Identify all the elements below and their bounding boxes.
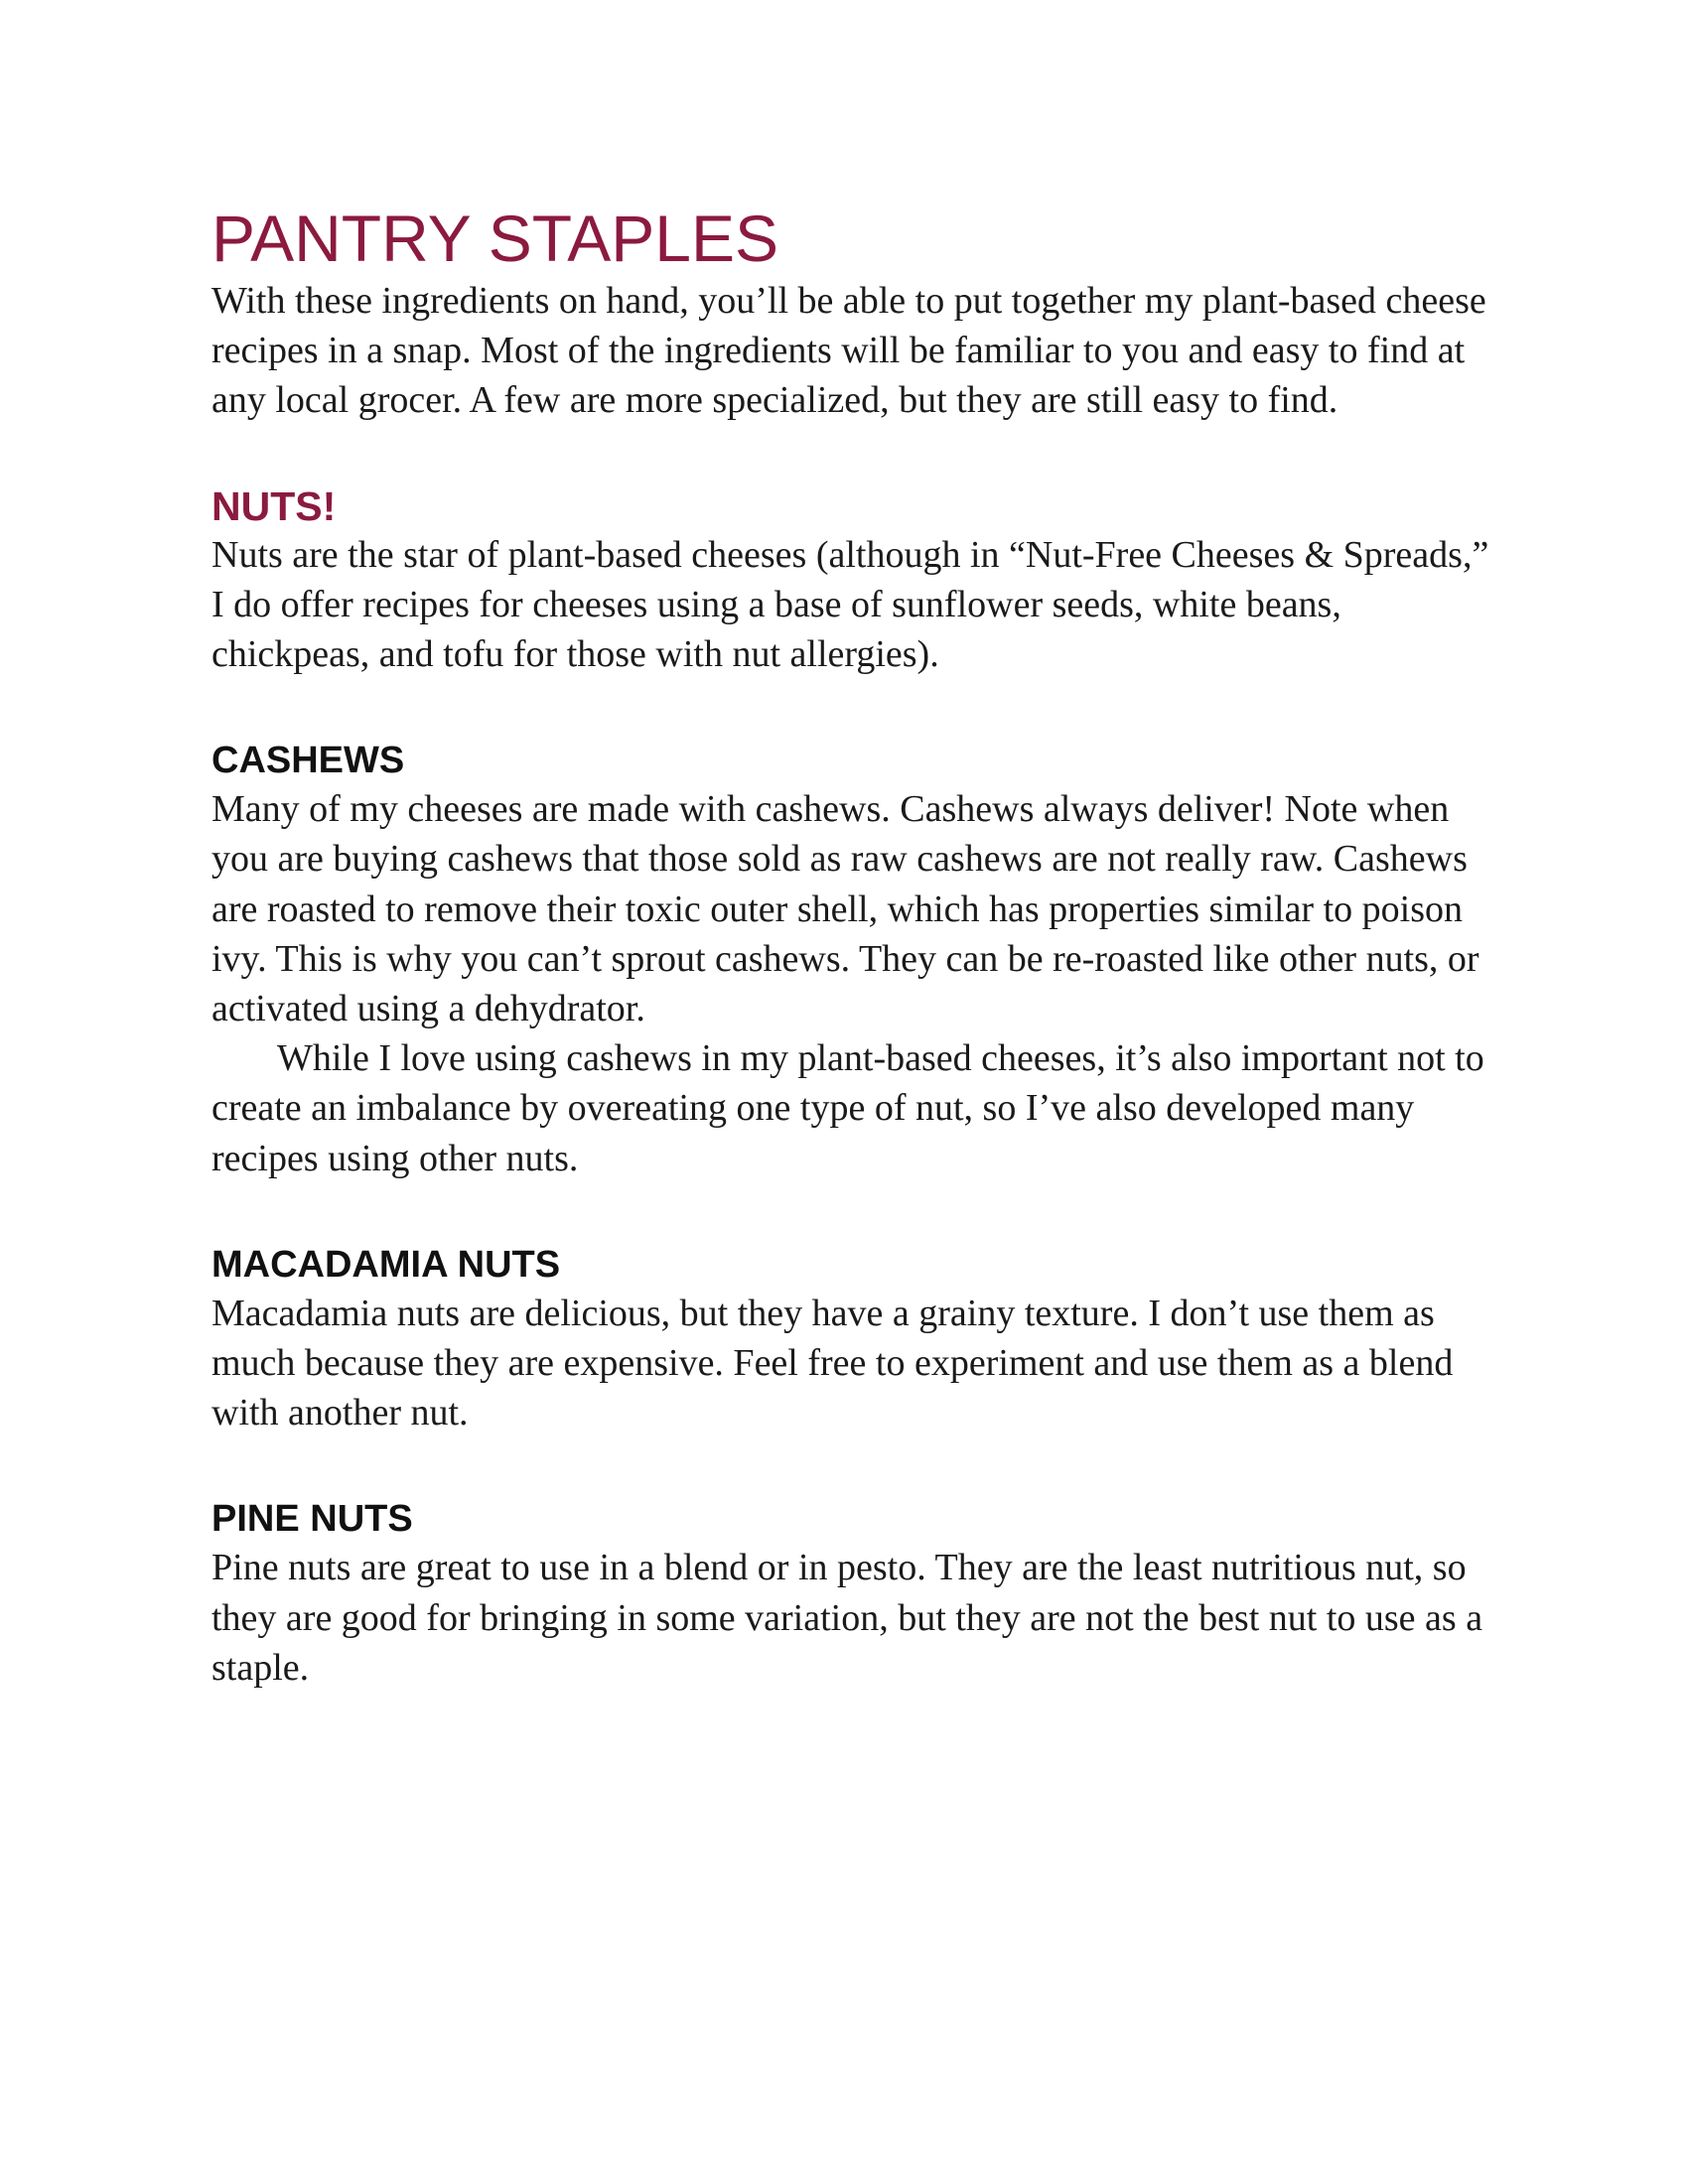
macadamia-heading: MACADAMIA NUTS	[211, 1243, 561, 1286]
nuts-heading: NUTS!	[211, 482, 337, 529]
pine-nuts-heading: PINE NUTS	[211, 1498, 413, 1541]
intro-paragraph: With these ingredients on hand, you’ll be able to put together my plant-based cheese recipes in a snap. Most of the ingredients will be familiar to you and easy to find at any local grocer. A few are more specialized, but they are still easy to find.	[211, 280, 1486, 422]
page-title: PANTRY STAPLES	[211, 202, 778, 275]
cashews-heading: CASHEWS	[211, 740, 405, 782]
pine-nuts-paragraph: Pine nuts are great to use in a blend or in pesto. They are the least nutritious nut, so they are good for bringing in some variation, but they are not the best nut to use as a staple.	[211, 1547, 1483, 1689]
cashews-paragraph-2: While I love using cashews in my plant-based cheeses, it’s also important not to create an imbalance by overeating one type of nut, so I’ve also developed many recipes using other nuts.	[211, 1037, 1484, 1179]
page-content	[211, 199, 1502, 1693]
macadamia-paragraph: Macadamia nuts are delicious, but they have a grainy texture. I don’t use them as much because they are expensive. Feel free to experiment and use them as a blend with another nut.	[211, 1292, 1454, 1434]
cashews-paragraph-1: Many of my cheeses are made with cashews. Cashews always deliver! Note when you are buying cashews that those sold as raw cashews are not really raw. Cashews are roasted to remove their toxic outer shell, which has properties similar to poison ivy. This is why you can’t sprout cashews. They can be re-roasted like other nuts, or activated using a dehydrator.	[211, 788, 1479, 1030]
nuts-paragraph: Nuts are the star of plant-based cheeses (although in “Nut-Free Cheeses & Spreads,” I do offer recipes for cheeses using a base of sunflower seeds, white beans, chickpeas, and tofu for those with nut allergies).	[211, 533, 1489, 676]
